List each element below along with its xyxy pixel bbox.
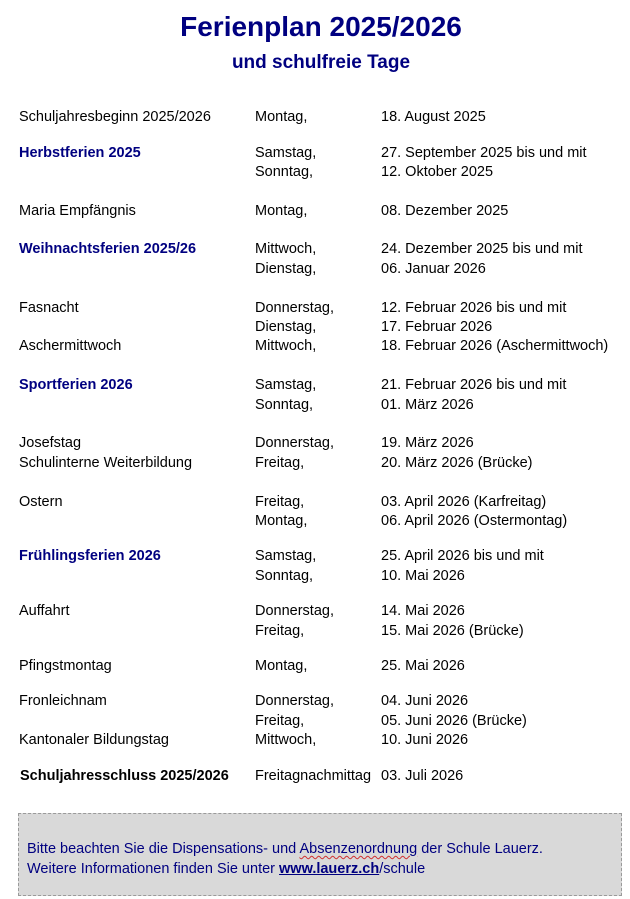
entry-label-schoolyear-end: Schuljahresschluss 2025/2026 <box>20 768 229 784</box>
entry-date: 20. März 2026 (Brücke) <box>381 455 533 471</box>
entry-day: Samstag, <box>255 548 317 564</box>
entry-label: Schulinterne Weiterbildung <box>19 455 193 471</box>
page-subtitle: und schulfreie Tage <box>231 52 411 73</box>
entry-date: 05. Juni 2026 (Brücke) <box>381 713 527 729</box>
entry-day: Sonntag, <box>255 164 314 180</box>
entry-day: Donnerstag, <box>255 435 334 451</box>
info-notice-box <box>18 813 622 896</box>
entry-date: 12. Oktober 2025 <box>381 164 494 180</box>
notice-text: /schule <box>379 861 426 877</box>
entry-date: 21. Februar 2026 bis und mit <box>381 377 567 393</box>
notice-spellcheck-word: Absenzenordnung <box>299 841 418 857</box>
entry-day: Sonntag, <box>255 568 314 584</box>
entry-label: Kantonaler Bildungstag <box>19 732 169 748</box>
entry-day: Donnerstag, <box>255 603 334 619</box>
entry-label: Maria Empfängnis <box>19 203 136 219</box>
entry-date: 15. Mai 2026 (Brücke) <box>381 623 524 639</box>
page-title: Ferienplan 2025/2026 <box>180 11 462 42</box>
entry-day: Montag, <box>255 658 308 674</box>
entry-day: Mittwoch, <box>255 732 317 748</box>
entry-day: Freitagnachmittag <box>255 768 372 784</box>
entry-day: Freitag, <box>255 713 305 729</box>
entry-date: 03. Juli 2026 <box>381 768 464 784</box>
entry-label: Schuljahresbeginn 2025/2026 <box>19 109 211 125</box>
entry-day: Dienstag, <box>255 261 317 277</box>
entry-label-holiday: Frühlingsferien 2026 <box>19 548 161 564</box>
entry-label: Josefstag <box>19 435 82 451</box>
entry-label: Auffahrt <box>19 603 70 619</box>
entry-date: 06. Januar 2026 <box>381 261 486 277</box>
entry-date: 10. Juni 2026 <box>381 732 469 748</box>
entry-label-holiday: Herbstferien 2025 <box>19 145 141 161</box>
website-link[interactable]: www.lauerz.ch <box>279 861 380 877</box>
entry-label: Ostern <box>19 494 63 510</box>
entry-label: Aschermittwoch <box>19 338 122 354</box>
entry-day: Freitag, <box>255 494 305 510</box>
entry-label-holiday: Sportferien 2026 <box>19 377 133 393</box>
entry-label-holiday: Weihnachtsferien 2025/26 <box>19 241 197 257</box>
entry-label: Fronleichnam <box>19 693 107 709</box>
entry-date: 17. Februar 2026 <box>381 319 493 335</box>
entry-label: Fasnacht <box>19 300 79 316</box>
entry-day: Montag, <box>255 203 308 219</box>
entry-day: Donnerstag, <box>255 693 334 709</box>
entry-day: Freitag, <box>255 623 305 639</box>
entry-day: Freitag, <box>255 455 305 471</box>
entry-date: 06. April 2026 (Ostermontag) <box>381 513 568 529</box>
entry-date: 10. Mai 2026 <box>381 568 465 584</box>
entry-day: Mittwoch, <box>255 338 317 354</box>
entry-date: 01. März 2026 <box>381 397 474 413</box>
entry-day: Mittwoch, <box>255 241 317 257</box>
entry-day: Samstag, <box>255 145 317 161</box>
notice-line-dispensation <box>27 839 543 859</box>
entry-day: Sonntag, <box>255 397 314 413</box>
entry-date: 18. August 2025 <box>381 109 486 125</box>
entry-day: Montag, <box>255 513 308 529</box>
entry-day: Samstag, <box>255 377 317 393</box>
entry-day: Donnerstag, <box>255 300 334 316</box>
entry-date: 25. April 2026 bis und mit <box>381 548 544 564</box>
entry-date: 04. Juni 2026 <box>381 693 469 709</box>
entry-date: 19. März 2026 <box>381 435 474 451</box>
notice-line-info <box>27 859 425 879</box>
entry-date: 12. Februar 2026 bis und mit <box>381 300 567 316</box>
entry-date: 24. Dezember 2025 bis und mit <box>381 241 583 257</box>
entry-day: Dienstag, <box>255 319 317 335</box>
entry-date: 18. Februar 2026 (Aschermittwoch) <box>381 338 609 354</box>
entry-date: 03. April 2026 (Karfreitag) <box>381 494 547 510</box>
entry-date: 14. Mai 2026 <box>381 603 465 619</box>
entry-date: 25. Mai 2026 <box>381 658 465 674</box>
notice-text: der Schule Lauerz. <box>417 841 543 857</box>
notice-text: Bitte beachten Sie die Dispensations- und <box>27 841 300 857</box>
entry-day: Montag, <box>255 109 308 125</box>
entry-date: 08. Dezember 2025 <box>381 203 509 219</box>
entry-label: Pfingstmontag <box>19 658 112 674</box>
entry-date: 27. September 2025 bis und mit <box>381 145 587 161</box>
notice-text: Weitere Informationen finden Sie unter <box>27 861 280 877</box>
